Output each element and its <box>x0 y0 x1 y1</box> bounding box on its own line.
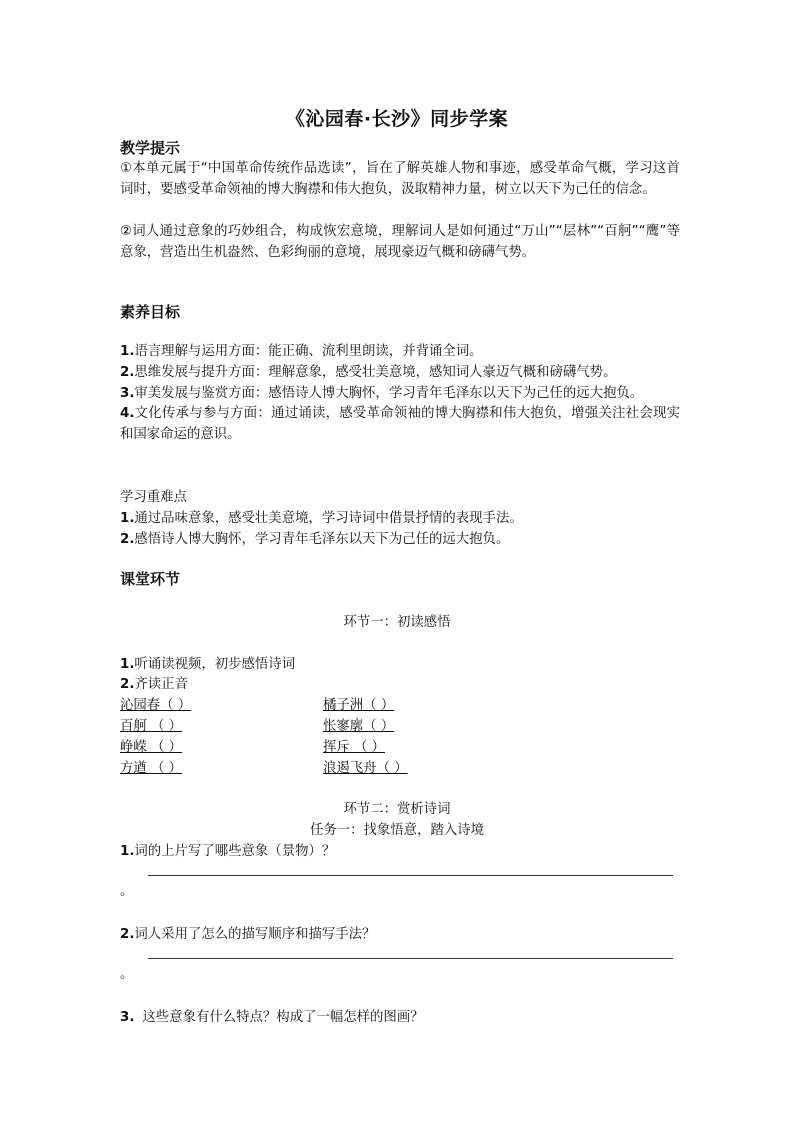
pinyin-word: 挥斥 （ ） <box>323 740 386 755</box>
pinyin-word: 沁园春（ ） <box>120 698 192 713</box>
question-item <box>120 840 335 859</box>
goals-heading: 素养目标 <box>120 303 181 321</box>
goal-number: 1. <box>120 344 135 359</box>
class-heading: 课堂环节 <box>120 570 181 588</box>
step-item <box>120 673 188 692</box>
question-text: 词人采用了怎么的描写顺序和描写手法？ <box>134 927 376 942</box>
key-point-text: 通过品味意象，感受壮美意境，学习诗词中借景抒情的表现手法。 <box>134 511 523 526</box>
pinyin-word: 浪遏飞舟（ ） <box>323 761 408 776</box>
step-item <box>120 653 295 672</box>
answer-line[interactable] <box>148 875 673 876</box>
task-one-title: 任务一：找象悟意，踏入诗境 <box>309 823 485 838</box>
answer-line[interactable] <box>148 958 673 959</box>
goal-item <box>120 361 616 380</box>
section-two-title: 环节二：赏析诗词 <box>343 802 451 817</box>
tips-paragraph-1: ①本单元属于“中国革命传统作品选读”，旨在了解英雄人物和事迹，感受革命气概，学习这首词时，要感受革命领袖的博大胸襟和伟大抱负，汲取精神力量，树立以天下为己任的信念。 <box>120 161 680 197</box>
question-item <box>120 1006 424 1025</box>
key-points-heading: 学习重难点 <box>120 490 187 505</box>
goal-text: 思维发展与提升方面：理解意象，感受壮美意境，感知词人豪迈气概和磅礴气势。 <box>134 365 617 380</box>
answer-period: 。 <box>120 884 134 899</box>
key-point-item <box>120 507 523 526</box>
key-point-number: 1. <box>120 511 135 526</box>
goal-text: 审美发展与鉴赏方面：感悟诗人博大胸怀，学习青年毛泽东以天下为己任的远大抱负。 <box>134 386 644 401</box>
question-item <box>120 923 375 942</box>
question-text: 这些意象有什么特点？构成了一幅怎样的图画？ <box>142 1010 424 1025</box>
question-number: 2. <box>120 927 135 942</box>
question-text: 词的上片写了哪些意象（景物）？ <box>134 844 336 859</box>
step-text: 齐读正音 <box>134 677 188 692</box>
answer-period: 。 <box>120 967 134 982</box>
step-number: 2. <box>120 677 135 692</box>
goal-item <box>120 403 680 445</box>
pinyin-word: 怅寥廓（ ） <box>323 719 395 734</box>
key-point-item <box>120 528 509 547</box>
key-point-text: 感悟诗人博大胸怀，学习青年毛泽东以天下为己任的远大抱负。 <box>134 532 510 547</box>
pinyin-word: 橘子洲（ ） <box>323 698 395 713</box>
section-one-title: 环节一：初读感悟 <box>343 615 451 630</box>
step-text: 听诵读视频，初步感悟诗词 <box>134 657 296 672</box>
question-number: 3. <box>120 1010 135 1025</box>
goal-number: 3. <box>120 386 135 401</box>
page-title: 《沁园春·长沙》同步学案 <box>285 108 509 130</box>
goal-item <box>120 382 643 401</box>
pinyin-word: 方遒 （ ） <box>120 761 183 776</box>
pinyin-word: 峥嵘 （ ） <box>120 740 183 755</box>
tips-heading: 教学提示 <box>120 139 181 157</box>
goal-number: 4. <box>120 406 135 421</box>
key-point-number: 2. <box>120 532 135 547</box>
goal-text: 语言理解与运用方面：能正确、流利里朗读，并背诵全词。 <box>134 344 483 359</box>
step-number: 1. <box>120 657 135 672</box>
goal-item <box>120 340 483 359</box>
goal-text: 文化传承与参与方面：通过诵读，感受革命领袖的博大胸襟和伟大抱负，增强关注社会现实和国家命运的意识。 <box>120 406 680 442</box>
tips-paragraph-2: ②词人通过意象的巧妙组合，构成恢宏意境，理解词人是如何通过“万山”“层林”“百舸”“鹰”等意象，营造出生机盎然、色彩绚丽的意境，展现豪迈气概和磅礴气势。 <box>120 224 680 260</box>
goal-number: 2. <box>120 365 135 380</box>
pinyin-word: 百舸 （ ） <box>120 719 183 734</box>
question-number: 1. <box>120 844 135 859</box>
